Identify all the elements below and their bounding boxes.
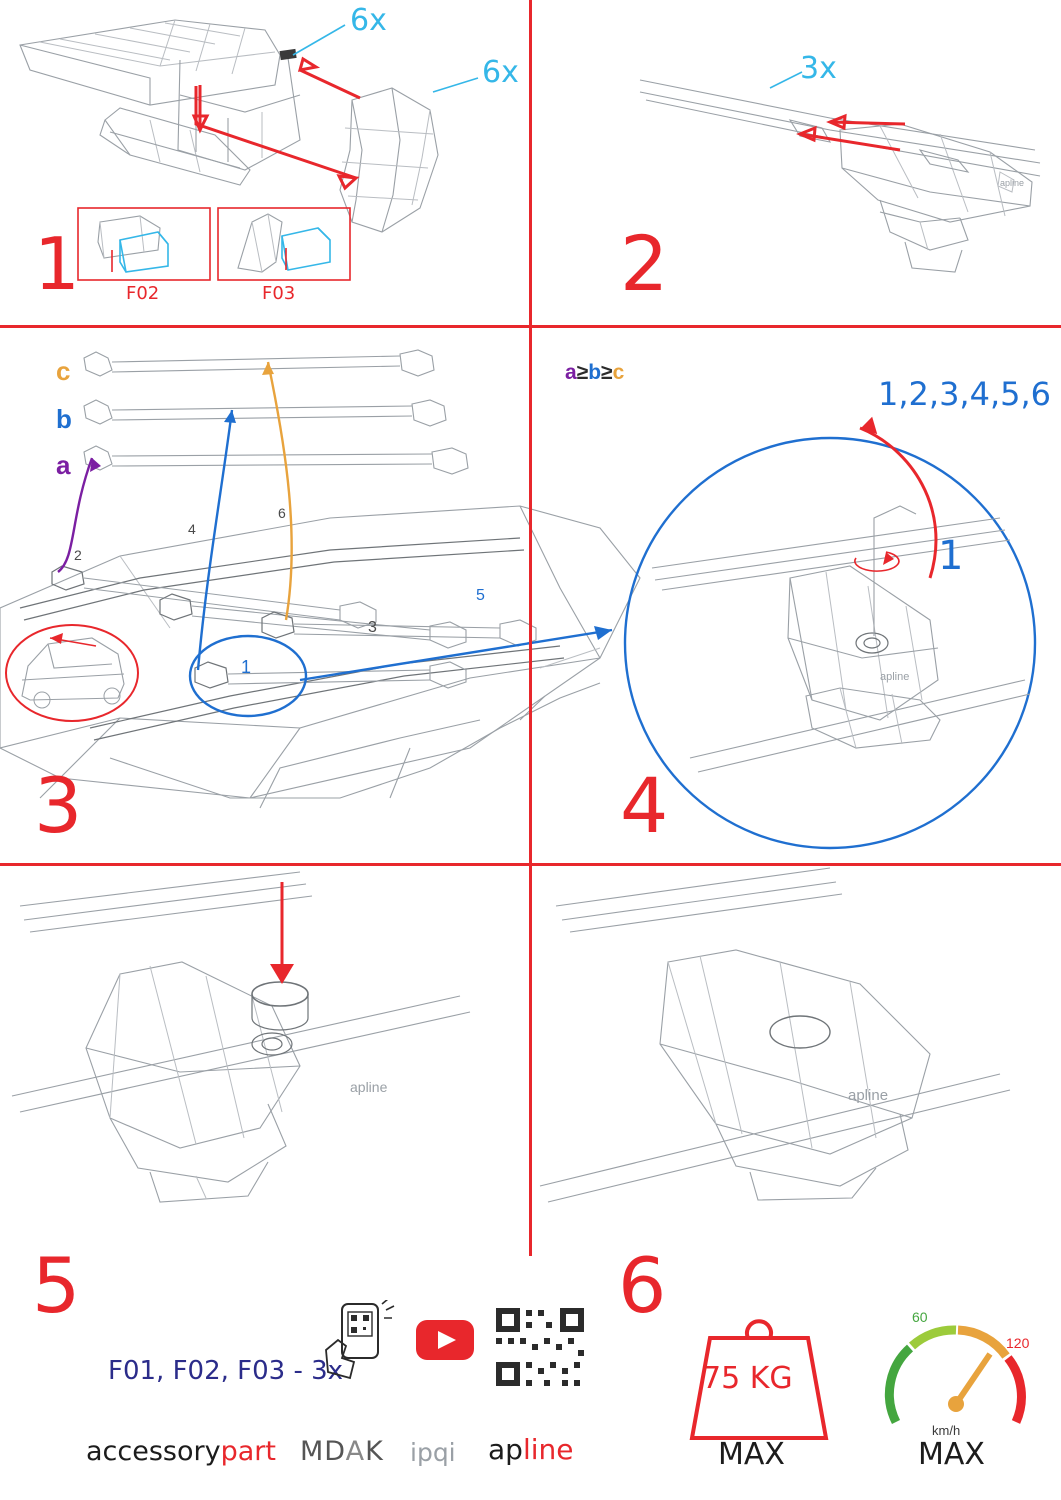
brand-mdak-a: MD xyxy=(300,1436,346,1467)
bar-b xyxy=(84,400,446,426)
step-number-4: 4 xyxy=(620,761,669,850)
mount-point-label-1: 1 xyxy=(241,657,252,677)
car-direction-inset xyxy=(6,625,138,721)
brand-apline-a: ap xyxy=(488,1433,523,1466)
part-box-f02 xyxy=(78,208,210,280)
callout-label-6x-right: 6x xyxy=(482,55,519,90)
callout-6x-right xyxy=(433,78,478,92)
detail-step-label-1: 1 xyxy=(938,533,964,579)
speed-unit-label: km/h xyxy=(932,1423,961,1438)
bar-label-c: c xyxy=(56,356,71,386)
vertical-divider-1 xyxy=(529,0,532,325)
parts-note: F01, F02, F03 - 3x xyxy=(108,1356,344,1386)
step-number-1: 1 xyxy=(34,222,80,306)
part-label-f03: F03 xyxy=(262,283,296,304)
brand-accessorypart-a: accessory xyxy=(86,1436,221,1467)
step-number-6: 6 xyxy=(618,1241,667,1330)
mount-point-label-6: 6 xyxy=(278,505,286,521)
part-label-f02: F02 xyxy=(126,283,160,304)
svg-text:120: 120 xyxy=(1006,1335,1030,1351)
car-roof-drawing xyxy=(0,506,640,808)
roof-bar-end-drawing xyxy=(20,20,438,232)
step-4-detail xyxy=(625,416,1035,848)
weight-max-label: MAX xyxy=(718,1437,785,1472)
mount-point-label-5: 5 xyxy=(476,587,485,604)
speed-max-label: MAX xyxy=(918,1437,985,1472)
svg-text:60: 60 xyxy=(912,1309,928,1325)
step-number-5: 5 xyxy=(32,1241,81,1330)
speed-limit-icon xyxy=(889,1309,1029,1422)
part-box-f03 xyxy=(218,208,350,280)
weight-limit-value: 75 KG xyxy=(702,1361,793,1396)
vertical-divider-3 xyxy=(529,866,532,1256)
step-number-3: 3 xyxy=(34,761,83,850)
callout-6x-top xyxy=(293,25,345,55)
bar-label-a: a xyxy=(56,450,71,480)
mount-point-label-4: 4 xyxy=(188,521,196,537)
svg-text:apline: apline xyxy=(1000,178,1025,188)
bar-label-b: b xyxy=(56,404,72,434)
brand-apline xyxy=(488,1433,574,1466)
step-2-drawing xyxy=(640,80,1040,272)
limits-icons xyxy=(640,1292,1040,1452)
brand-mdak-b: A xyxy=(345,1436,366,1467)
callout-label-3x: 3x xyxy=(800,51,837,86)
bar-a xyxy=(84,446,468,474)
mount-point-label-3: 3 xyxy=(368,619,377,636)
brand-mdak xyxy=(300,1438,384,1465)
bar-length-rule: a≥b≥c xyxy=(565,361,625,384)
youtube-icon xyxy=(416,1320,474,1360)
callout-label-6x-top: 6x xyxy=(350,3,387,38)
tightening-sequence: 1,2,3,4,5,6 xyxy=(878,375,1052,413)
footer-icon-row xyxy=(320,1300,600,1390)
callout-3x xyxy=(770,72,802,88)
svg-text:apline: apline xyxy=(350,1079,388,1095)
assembly-arrows xyxy=(194,59,360,188)
bar-c xyxy=(84,350,434,376)
step-6-drawing xyxy=(540,868,1010,1202)
step-5-drawing xyxy=(12,872,470,1202)
step-number-2: 2 xyxy=(620,219,669,308)
vertical-divider-2 xyxy=(529,328,532,863)
brand-accessorypart xyxy=(86,1438,276,1465)
mount-point-label-2: 2 xyxy=(74,547,82,563)
qr-code xyxy=(496,1308,584,1390)
svg-text:apline: apline xyxy=(848,1087,889,1104)
phone-qr-icon xyxy=(326,1300,394,1378)
brand-accessorypart-b: part xyxy=(220,1436,276,1467)
svg-text:apline: apline xyxy=(880,671,910,683)
brand-ipqi: ipqi xyxy=(410,1438,456,1467)
brand-mdak-c: K xyxy=(365,1436,384,1467)
brand-apline-b: line xyxy=(522,1433,574,1466)
